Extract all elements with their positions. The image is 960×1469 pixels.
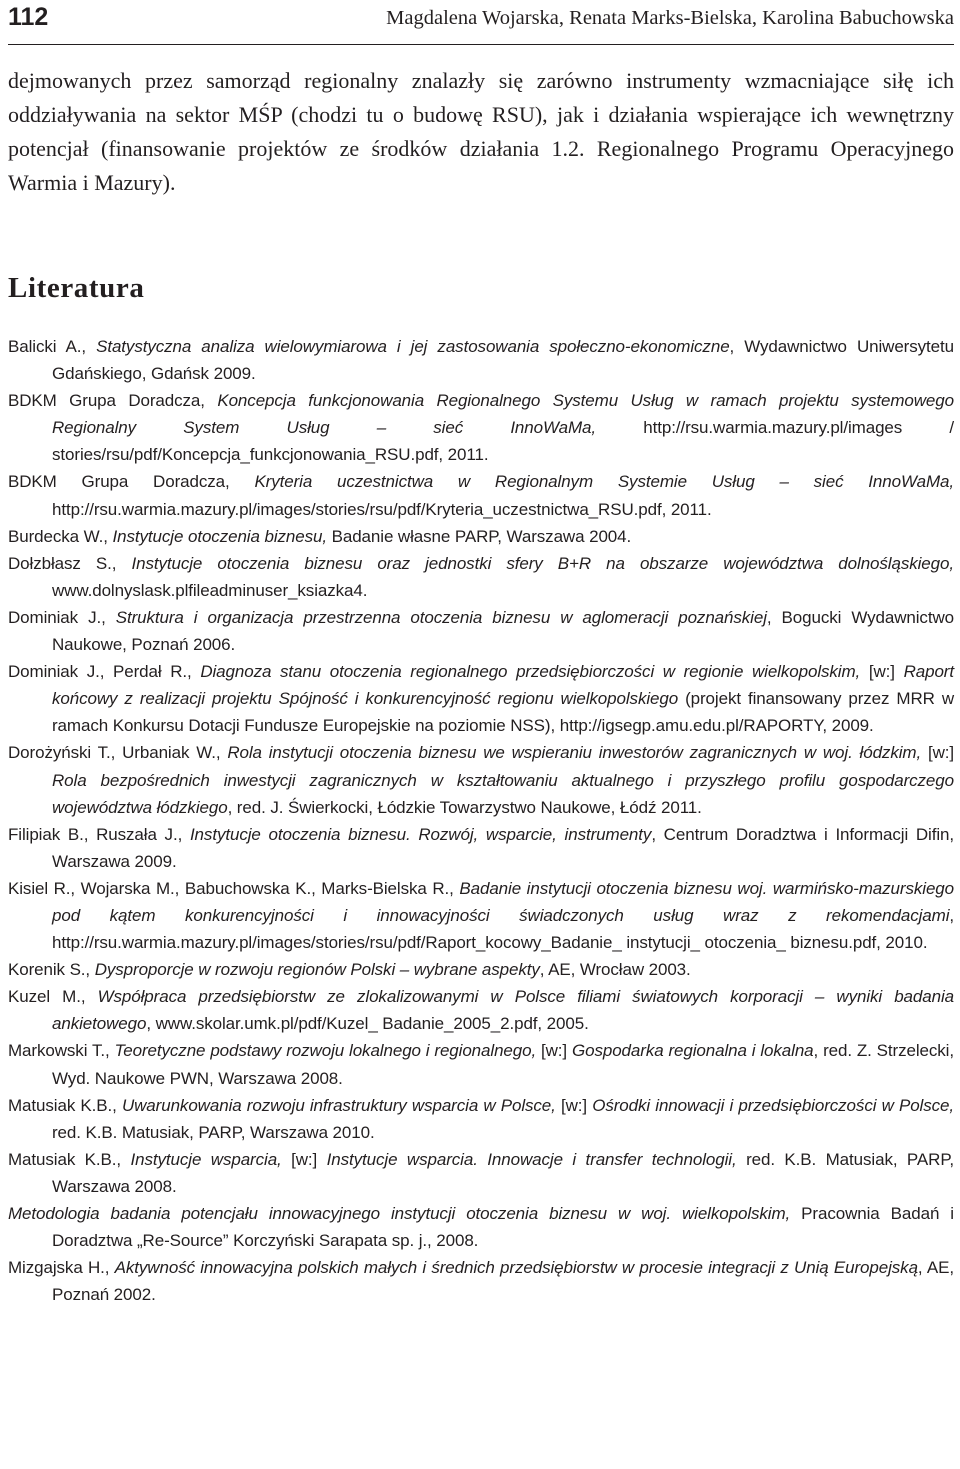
reference-entry bbox=[8, 1037, 954, 1091]
reference-entry bbox=[8, 550, 954, 604]
running-header bbox=[8, 0, 954, 45]
reference-entry bbox=[8, 956, 954, 983]
reference-entry bbox=[8, 468, 954, 522]
reference-text: , AE, Wrocław 2003. bbox=[539, 960, 691, 980]
book-page bbox=[8, 0, 954, 1308]
reference-title: Statystyczna analiza wielowymiarowa i jej zastosowania społeczno-ekonomiczne bbox=[96, 337, 730, 356]
reference-text: [w:] bbox=[555, 1095, 593, 1115]
reference-title: Rola instytucji otoczenia biznesu we wspieraniu inwestorów zagranicznych w woj. łódzkim, bbox=[227, 743, 922, 763]
reference-text: , http://rsu.warmia.mazury.pl/images/stories/rsu/pdf/Raport_kocowy_Badanie_ instytucji_ otoczenia_ biznesu.pdf, 2010. bbox=[52, 905, 954, 953]
reference-entry bbox=[8, 333, 954, 387]
reference-list bbox=[8, 333, 954, 1308]
reference-entry bbox=[8, 523, 954, 550]
reference-text: http://rsu.warmia.mazury.pl/images/stories/rsu/pdf/Kryteria_uczestnictwa_RSU.pdf, 2011. bbox=[52, 499, 712, 519]
reference-entry bbox=[8, 1200, 954, 1254]
reference-entry bbox=[8, 1146, 954, 1200]
reference-text: Pracownia Badań i Doradztwa „Re-Source” Korczyński Sarapata sp. j., 2008. bbox=[52, 1204, 954, 1251]
reference-text: Balicki A., bbox=[8, 337, 97, 356]
intro-paragraph: dejmowanych przez samorząd regionalny znalazły się zarówno instrumenty wzmacniające siłę ich oddziaływania na sektor MŚP (chodzi tu o budowę RSU), jak i działania wspierające ich wewnętrzny potencjał (finansowanie projektów ze środków działania 1.2. Regionalnego Programu Operacyjnego Warmia i Mazury). bbox=[8, 68, 954, 195]
reference-text: red. K.B. Matusiak, PARP, Warszawa 2008. bbox=[52, 1149, 954, 1196]
reference-title: Dysproporcje w rozwoju regionów Polski – wybrane aspekty bbox=[94, 960, 540, 980]
reference-text: Badanie własne PARP, Warszawa 2004. bbox=[326, 526, 632, 546]
reference-text: , www.skolar.umk.pl/pdf/Kuzel_ Badanie_2005_2.pdf, 2005. bbox=[146, 1014, 589, 1034]
reference-title: Ośrodki innowacji i przedsiębiorczości w Polsce, bbox=[592, 1095, 954, 1115]
reference-title: Aktywność innowacyjna polskich małych i średnich przedsiębiorstw w procesie integracji z Unią Europejską bbox=[114, 1258, 918, 1278]
reference-title: Gospodarka regionalna i lokalna bbox=[571, 1041, 814, 1061]
reference-text: , Wydawnictwo Uniwersytetu Gdańskiego, Gdańsk 2009. bbox=[52, 337, 954, 384]
reference-title: Struktura i organizacja przestrzenna otoczenia biznesu w aglomeracji poznańskiej bbox=[115, 607, 767, 627]
reference-text: , red. J. Świerkocki, Łódzkie Towarzystwo Naukowe, Łódź 2011. bbox=[227, 797, 702, 817]
reference-text: [w:] bbox=[921, 743, 954, 763]
reference-text: Dorożyński T., Urbaniak W., bbox=[8, 743, 228, 763]
reference-text: Korenik S., bbox=[8, 960, 95, 980]
section-heading-literatura: Literatura bbox=[8, 272, 145, 304]
reference-text: Dominiak J., bbox=[8, 607, 116, 627]
reference-title: Kryteria uczestnictwa w Regionalnym Systemie Usług – sieć InnoWaMa, bbox=[254, 472, 954, 492]
reference-entry bbox=[8, 983, 954, 1037]
reference-text: , Bogucki Wydawnictwo Naukowe, Poznań 2006. bbox=[52, 607, 954, 655]
reference-entry bbox=[8, 739, 954, 820]
reference-text: red. K.B. Matusiak, PARP, Warszawa 2010. bbox=[52, 1122, 375, 1142]
reference-text: Filipiak B., Ruszała J., bbox=[8, 824, 190, 844]
reference-title: Instytucje otoczenia biznesu. Rozwój, wsparcie, instrumenty bbox=[189, 824, 652, 844]
reference-title: Koncepcja funkcjonowania Regionalnego Systemu Usług w ramach projektu systemowego Regionalny System Usług – sieć InnoWaMa, bbox=[52, 391, 954, 438]
reference-title: Metodologia badania potencjału innowacyjnego instytucji otoczenia biznesu w woj. wielkopolskim, bbox=[8, 1204, 791, 1223]
reference-text: Matusiak K.B., bbox=[8, 1095, 122, 1115]
reference-title: Raport końcowy z realizacji projektu Spójność i konkurencyjność regionu wielkopolskiego bbox=[52, 662, 954, 709]
reference-title: Rola bezpośrednich inwestycji zagranicznych w kształtowaniu aktualnego i przyszłego profilu gospodarczego województwa łódzkiego bbox=[52, 770, 954, 817]
reference-text: [w:] bbox=[536, 1041, 572, 1061]
reference-title: Instytucje otoczenia biznesu, bbox=[112, 526, 327, 546]
reference-entry bbox=[8, 821, 954, 875]
reference-text: BDKM Grupa Doradcza, bbox=[8, 472, 255, 492]
reference-text: Dołzbłasz S., bbox=[8, 553, 132, 573]
reference-text: [w:] bbox=[860, 662, 904, 682]
page-number: 112 bbox=[8, 3, 49, 31]
reference-title: Badanie instytucji otoczenia biznesu woj. warmińsko-mazurskiego pod kątem konkurencyjności i innowacyjności świadczonych usług wraz z rekomendacjami bbox=[52, 878, 955, 925]
reference-text: , Centrum Doradztwa i Informacji Difin, Warszawa 2009. bbox=[52, 824, 955, 871]
reference-text: [w:] bbox=[281, 1149, 327, 1169]
reference-text: , red. Z. Strzelecki, Wyd. Naukowe PWN, Warszawa 2008. bbox=[52, 1041, 954, 1088]
reference-entry bbox=[8, 875, 954, 956]
reference-text: Matusiak K.B., bbox=[8, 1149, 131, 1169]
running-header-authors: Magdalena Wojarska, Renata Marks-Bielska, Karolina Babuchowska bbox=[386, 7, 954, 29]
reference-title: Instytucje wsparcia, bbox=[130, 1149, 282, 1169]
reference-text: Dominiak J., Perdał R., bbox=[8, 662, 201, 682]
reference-text: Kuzel M., bbox=[8, 987, 98, 1007]
reference-title: Współpraca przedsiębiorstw ze zlokalizowanymi w Polsce filiami światowych korporacji – wyniki badania ankietowego bbox=[52, 987, 954, 1034]
reference-title: Teoretyczne podstawy rozwoju lokalnego i regionalnego, bbox=[114, 1041, 537, 1061]
reference-text: Mizgajska H., bbox=[8, 1258, 115, 1278]
reference-entry bbox=[8, 387, 954, 468]
reference-title: Instytucje wsparcia. Innowacje i transfer technologii, bbox=[326, 1149, 737, 1169]
reference-title: Diagnoza stanu otoczenia regionalnego przedsiębiorczości w regionie wielkopolskim, bbox=[200, 662, 861, 682]
reference-text: (projekt finansowany przez MRR w ramach Konkursu Dotacji Fundusze Europejskie na poziomie NSS), http://igsegp.amu.edu.pl/RAPORTY, 2009. bbox=[52, 689, 954, 736]
reference-text: Kisiel R., Wojarska M., Babuchowska K., Marks-Bielska R., bbox=[8, 878, 460, 898]
reference-text: www.dolnyslask.plfileadminuser_ksiazka4. bbox=[52, 580, 368, 600]
reference-text: http://rsu.warmia.mazury.pl/images / stories/rsu/pdf/Koncepcja_funkcjonowania_RSU.pdf, 2011. bbox=[52, 418, 955, 465]
reference-entry bbox=[8, 658, 954, 739]
reference-text: , AE, Poznań 2002. bbox=[52, 1258, 954, 1305]
reference-title: Uwarunkowania rozwoju infrastruktury wsparcia w Polsce, bbox=[121, 1095, 556, 1115]
reference-text: BDKM Grupa Doradcza, bbox=[8, 391, 218, 411]
reference-text: Burdecka W., bbox=[8, 526, 113, 546]
reference-entry bbox=[8, 1254, 954, 1308]
reference-text: Markowski T., bbox=[8, 1041, 115, 1061]
reference-entry bbox=[8, 604, 954, 658]
reference-title: Instytucje otoczenia biznesu oraz jednostki sfery B+R na obszarze województwa dolnośląskiego, bbox=[131, 553, 954, 573]
reference-entry bbox=[8, 1092, 954, 1146]
